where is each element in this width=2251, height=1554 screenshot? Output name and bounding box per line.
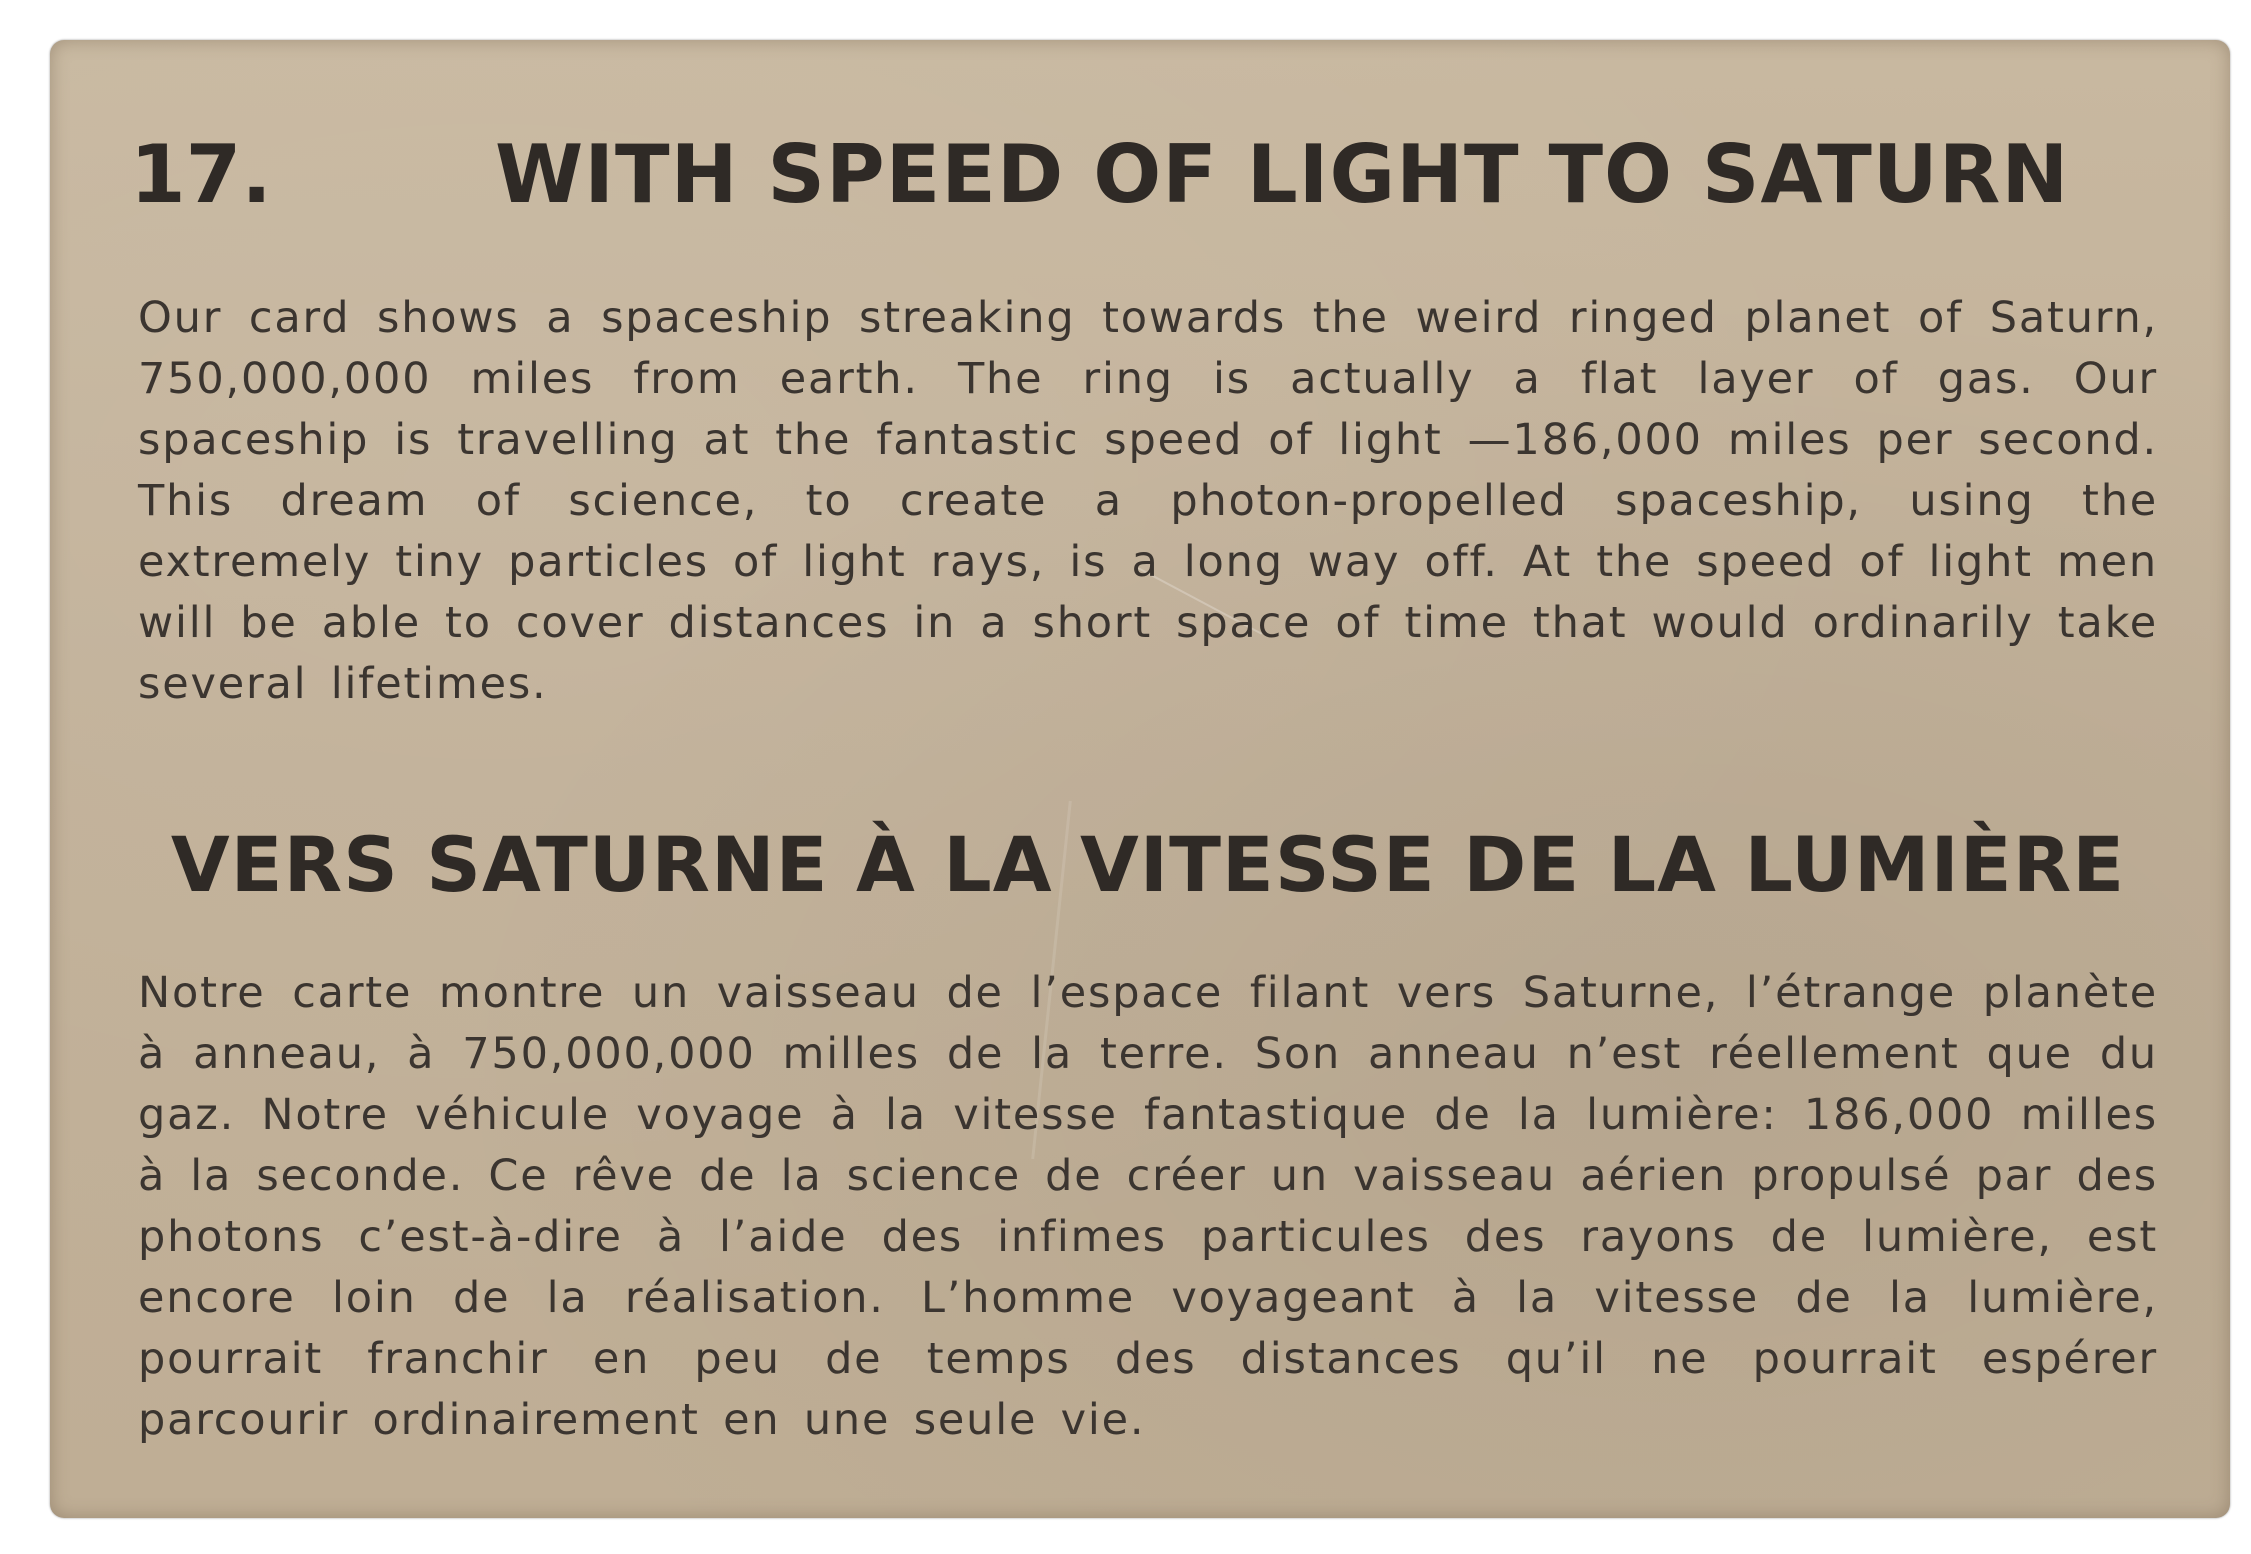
french-title: VERS SATURNE À LA VITESSE DE LA LUMIÈRE bbox=[170, 820, 2126, 909]
english-heading bbox=[130, 128, 2170, 238]
english-description: Our card shows a spaceship streaking towards the weird ringed planet of Saturn, 750,000,000 miles from earth. The ring is actually a flat layer of gas. Our spaceship is travelling at the fantastic speed of light —186,000 miles per second. This dream of science, to create a photon-propelled spaceship, using the extremely tiny particles of light rays, is a long way off. At the speed of light men will be able to cover distances in a short space of time that would ordinarily take several lifetimes. bbox=[138, 293, 2158, 709]
card-number: 17. bbox=[130, 128, 272, 221]
french-description: Notre carte montre un vaisseau de l’espace filant vers Saturne, l’étrange planète à anneau, à 750,000,000 milles de la terre. Son anneau n’est réellement que du gaz. Notre véhicule voyage à la vitesse fantastique de la lumière: 186,000 milles à la seconde. Ce rêve de la science de créer un vaisseau aérien propulsé par des photons c’est-à-dire à l’aide des infimes particules des rayons de lumière, est encore loin de la réalisation. L’homme voyageant à la vitesse de la lumière, pourrait franchir en peu de temps des distances qu’il ne pourrait espérer parcourir ordinairement en une seule vie. bbox=[138, 968, 2158, 1445]
trading-card-back bbox=[50, 40, 2230, 1518]
english-title: WITH SPEED OF LIGHT TO SATURN bbox=[495, 128, 2070, 221]
